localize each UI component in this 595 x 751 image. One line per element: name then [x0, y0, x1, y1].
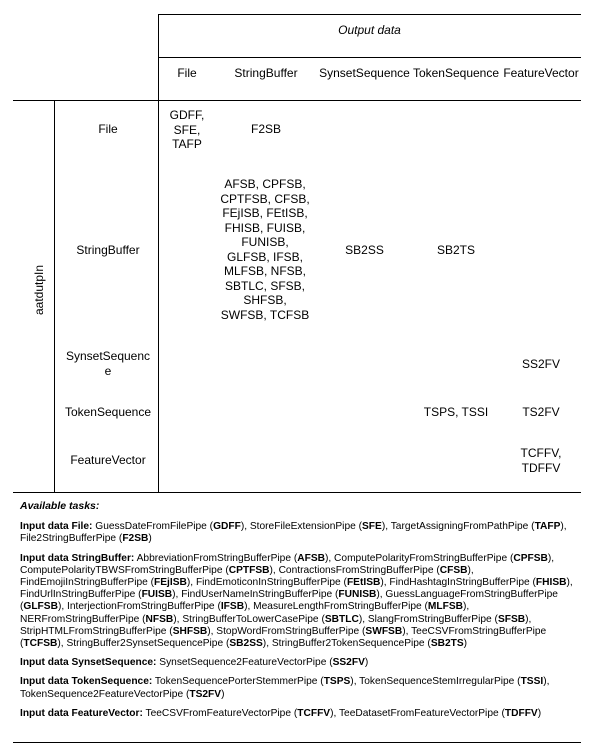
task-abbr: IFSB	[220, 601, 245, 613]
row-label-synsetsequence	[58, 349, 158, 378]
cell-feature-feature	[501, 446, 581, 475]
cell-stringbuffer-token	[410, 243, 502, 258]
cell-text: SS2FV	[521, 357, 560, 371]
task-abbr: GLFSB	[23, 601, 58, 613]
task-name: ComputePolarityTBWSFromStringBufferPipe	[20, 564, 223, 576]
task-abbr: TSSI	[520, 676, 544, 688]
header-bottom-rule	[13, 100, 581, 101]
cell-text: TCFFV,	[520, 446, 562, 460]
cell-text: SBTLC, SFSB,	[224, 278, 306, 293]
cell-token-feature	[501, 405, 581, 420]
cell-text: TS2FV	[522, 405, 560, 419]
task-abbr: TSPS	[323, 676, 351, 688]
task-name: FindEmojiInStringBufferPipe	[20, 577, 148, 589]
top-rule	[158, 14, 581, 15]
task-name: FindUserNameInStringBufferPipe	[181, 589, 333, 601]
cell-text: GDFF,	[169, 108, 205, 122]
task-name: StopWordFromStringBufferPipe	[216, 625, 360, 637]
notes-group: Input data FeatureVector: TeeCSVFromFeatureVectorPipe (TCFFV), TeeDatasetFromFeatureVectorPipe (TDFFV)	[20, 707, 542, 719]
notes-group: Input data TokenSequence: TokenSequencePorterStemmerPipe (TSPS), TokenSequenceStemIrregularPipe (TSSI), TokenSequence2FeatureVectorPipe (TS2FV)	[20, 676, 550, 700]
task-name: TokenSequence2FeatureVectorPipe	[20, 688, 184, 700]
cell-text: SFE,	[173, 122, 201, 137]
notes-group-label: Input data FeatureVector:	[20, 707, 143, 719]
notes-group-label: Input data SynsetSequence:	[20, 657, 157, 669]
cell-text: MLFSB, NFSB,	[223, 264, 306, 278]
task-name: GuessDateFromFilePipe	[95, 521, 207, 533]
task-name: StripHTMLFromStringBufferPipe	[20, 625, 167, 637]
task-name: TeeCSVFromStringBufferPipe	[411, 625, 547, 637]
output-rule	[158, 57, 581, 58]
available-tasks-notes	[20, 500, 575, 727]
task-name: FindUrlInStringBufferPipe	[20, 589, 136, 601]
task-name: TargetAssigningFromPathPipe	[390, 521, 529, 533]
notes-group-label: Input data StringBuffer:	[20, 552, 135, 564]
task-name: StringBufferToLowerCasePipe	[182, 613, 319, 625]
cell-text: SWFSB, TCFSB	[220, 307, 310, 322]
task-name: SynsetSequence2FeatureVectorPipe	[159, 657, 327, 669]
notes-group: Input data File: GuessDateFromFilePipe (GDFF), StoreFileExtensionPipe (SFE), TargetAssigningFromPathPipe (TAFP), File2StringBufferPipe (F2SB)	[20, 521, 567, 545]
task-abbr: TS2FV	[189, 688, 222, 700]
task-name: TeeDatasetFromFeatureVectorPipe	[338, 707, 499, 719]
task-abbr: AFSB	[297, 552, 325, 564]
col-header-file: File	[177, 66, 197, 80]
cell-text: GLFSB, IFSB,	[226, 249, 304, 264]
row-label-stringbuffer: StringBuffer	[76, 243, 140, 257]
task-abbr: FUNISB	[338, 589, 377, 601]
task-name: ContractionsFromStringBufferPipe	[278, 564, 434, 576]
task-abbr: TDFFV	[504, 707, 538, 719]
task-abbr: SHFSB	[172, 625, 208, 637]
cell-text: SB2SS	[345, 243, 384, 257]
task-abbr: CPFSB	[513, 552, 548, 564]
col-header-stringbuffer: StringBuffer	[234, 66, 298, 80]
task-abbr: FEtISB	[346, 577, 381, 589]
task-name: FindEmoticonInStringBufferPipe	[195, 577, 341, 589]
cell-stringbuffer-synset	[316, 243, 413, 258]
task-name: ComputePolarityFromStringBufferPipe	[334, 552, 508, 564]
input-data-side-label: aatdutpIn	[32, 264, 46, 316]
row-label-file: File	[98, 122, 118, 136]
cell-text: AFSB, CPFSB,	[224, 177, 306, 191]
task-name: FindHashtagInStringBufferPipe	[389, 577, 530, 589]
task-abbr: SFE	[362, 521, 382, 533]
task-abbr: CPTFSB	[228, 564, 270, 576]
task-name: StringBuffer2TokenSequencePipe	[271, 638, 425, 650]
available-tasks-title: Available tasks:	[20, 500, 100, 512]
task-abbr: MLFSB	[427, 601, 464, 613]
task-abbr: SB2SS	[229, 638, 263, 650]
task-abbr: SB2TS	[430, 638, 464, 650]
cell-text: SHFSB,	[243, 293, 287, 307]
cell-text: CPTFSB, CFSB,	[220, 191, 310, 206]
col-header-tokensequence: TokenSequence	[412, 66, 500, 80]
cell-token-token	[410, 405, 502, 420]
notes-groups	[20, 521, 575, 720]
cell-file-file	[158, 108, 216, 152]
task-name: StringBuffer2SynsetSequencePipe	[66, 638, 224, 650]
task-abbr: FHISB	[535, 577, 567, 589]
cell-text: SB2TS	[436, 243, 475, 257]
task-abbr: SFSB	[497, 613, 526, 625]
task-name: File2StringBufferPipe	[20, 533, 117, 545]
cell-text: FHISB, FUISB,	[224, 220, 306, 235]
task-abbr: SWFSB	[365, 625, 403, 637]
row-label-featurevector: FeatureVector	[70, 453, 146, 467]
task-name: StoreFileExtensionPipe	[249, 521, 356, 533]
cell-synset-feature	[501, 357, 581, 372]
table-bottom-rule	[13, 492, 581, 493]
task-abbr: TCFFV	[297, 707, 331, 719]
output-data-label: Output data	[338, 23, 401, 37]
notes-group-label: Input data TokenSequence:	[20, 676, 153, 688]
col-header-synsetsequence: SynsetSequence	[319, 66, 410, 80]
row-label-synsetsequence-line1: SynsetSequenc	[65, 349, 151, 363]
cell-text: F2SB	[250, 122, 281, 136]
task-name: SlangFromStringBufferPipe	[367, 613, 492, 625]
task-abbr: SBTLC	[324, 613, 359, 625]
task-abbr: CFSB	[439, 564, 468, 576]
notes-group: Input data SynsetSequence: SynsetSequence2FeatureVectorPipe (SS2FV)	[20, 657, 369, 669]
col-header-featurevector: FeatureVector	[503, 66, 579, 80]
task-name: MeasureLengthFromStringBufferPipe	[253, 601, 422, 613]
task-name: InterjectionFromStringBufferPipe	[67, 601, 215, 613]
task-abbr: TCFSB	[23, 638, 58, 650]
cell-text: FEjISB, FEtISB,	[222, 206, 308, 220]
row-header-divider	[158, 14, 159, 492]
cell-text: TSPS, TSSI	[423, 405, 489, 419]
task-name: NERFromStringBufferPipe	[20, 613, 140, 625]
task-abbr: SS2FV	[332, 657, 365, 669]
task-abbr: TAFP	[534, 521, 561, 533]
cell-text: TAFP	[172, 137, 202, 151]
task-abbr: F2SB	[122, 533, 149, 545]
row-label-synsetsequence-line2: e	[104, 363, 112, 378]
task-name: GuessLanguageFromStringBufferPipe	[385, 589, 558, 601]
task-name: TokenSequenceStemIrregularPipe	[359, 676, 515, 688]
task-name: TeeCSVFromFeatureVectorPipe	[145, 707, 292, 719]
task-abbr: FUISB	[141, 589, 173, 601]
task-name: TokenSequencePorterStemmerPipe	[154, 676, 318, 688]
cell-file-stringbuffer	[216, 122, 316, 137]
row-label-tokensequence: TokenSequence	[64, 405, 152, 419]
notes-group: Input data StringBuffer: AbbreviationFromStringBufferPipe (AFSB), ComputePolarityFromStringBufferPipe (CPFSB), ComputePolarityTBWSFromStringBufferPipe (CPTFSB), ContractionsFromStringBufferPipe (CFSB), FindEmojiInStringBufferPipe (FEjISB), FindEmoticonInStringBufferPipe (FEtISB), FindHashtagInStringBufferPipe (FHISB), FindUrlInStringBufferPipe (FUISB), FindUserNameInStringBufferPipe (FUNISB), GuessLanguageFromStringBufferPipe (GLFSB), InterjectionFromStringBufferPipe (IFSB), MeasureLengthFromStringBufferPipe (MLFSB), NERFromStringBufferPipe (NFSB), StringBufferToLowerCasePipe (SBTLC), SlangFromStringBufferPipe (SFSB), StripHTMLFromStringBufferPipe (SHFSB), StopWordFromStringBufferPipe (SWFSB), TeeCSVFromStringBufferPipe (TCFSB), StringBuffer2SynsetSequencePipe (SB2SS), StringBuffer2TokenSequencePipe (SB2TS)	[20, 552, 573, 650]
cell-text: FUNISB,	[241, 235, 289, 249]
notes-group-label: Input data File:	[20, 521, 93, 533]
task-abbr: NFSB	[145, 613, 174, 625]
task-name: AbbreviationFromStringBufferPipe	[136, 552, 292, 564]
notes-bottom-rule	[13, 742, 581, 743]
task-abbr: FEjISB	[154, 577, 187, 589]
cell-stringbuffer-stringbuffer	[210, 177, 320, 322]
task-abbr: GDFF	[213, 521, 241, 533]
side-label-divider	[54, 100, 55, 492]
cell-text: TDFFV	[521, 460, 561, 475]
